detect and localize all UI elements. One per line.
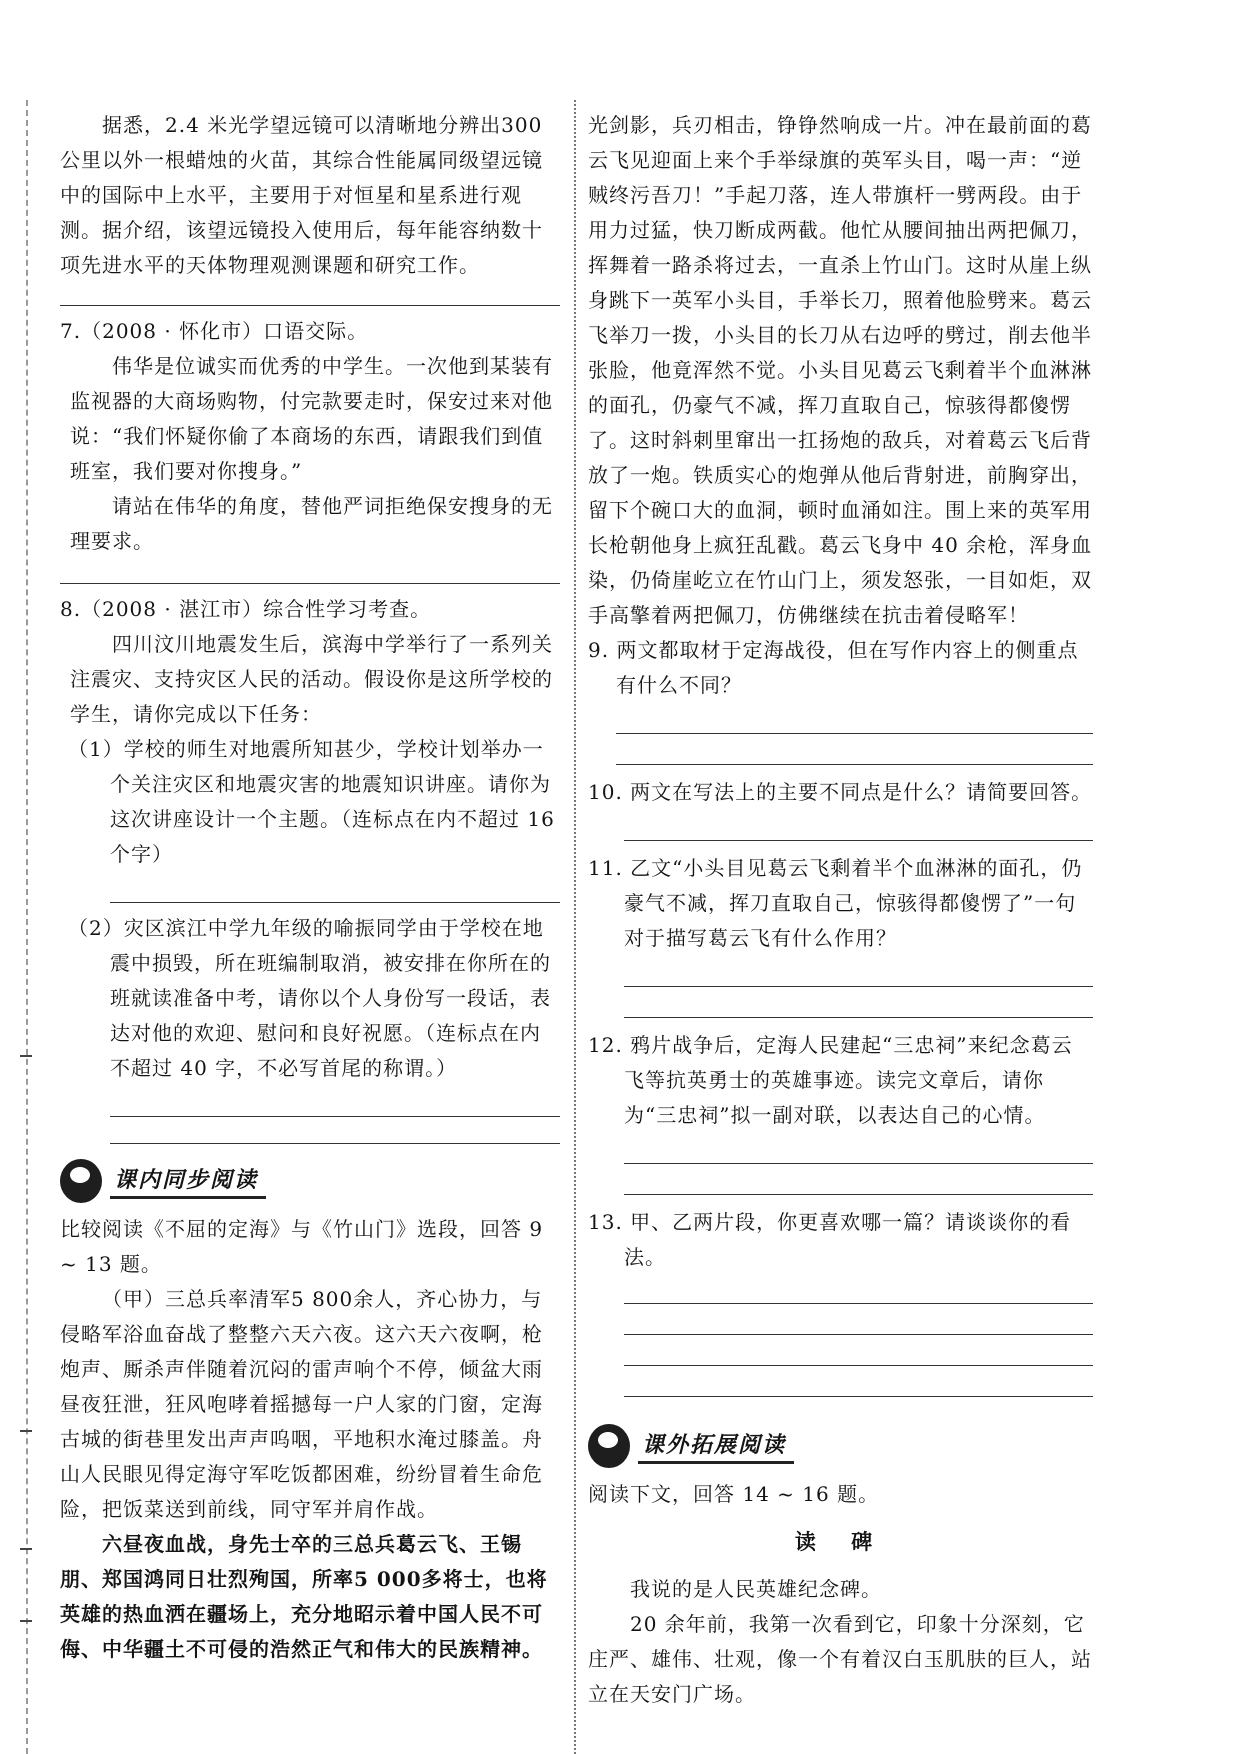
- article-title: 读 碑: [794, 1529, 887, 1554]
- article-paragraph-1: 我说的是人民英雄纪念碑。: [630, 1577, 882, 1601]
- question-text: 两文在写法上的主要不同点是什么？请简要回答。: [630, 780, 1093, 804]
- question-number: 11.: [588, 856, 623, 880]
- question-7: [60, 314, 560, 349]
- question-number: 8.: [60, 597, 82, 621]
- binding-margin-line: [26, 100, 28, 1754]
- question-text: 鸦片战争后，定海人民建起“三忠祠”来纪念葛云飞等抗英勇士的英雄事迹。读完文章后，请你为“三忠祠”拟一副对联，以表达自己的心情。: [624, 1033, 1073, 1127]
- question-number: 9.: [588, 638, 610, 662]
- margin-tick: [20, 1548, 32, 1550]
- column-divider: [574, 100, 576, 1754]
- question-text: 两文都取材于定海战役，但在写作内容上的侧重点有什么不同？: [616, 638, 1079, 697]
- reading-mascot-icon: [588, 1424, 630, 1468]
- right-column: [588, 108, 1093, 1712]
- question-10: [588, 775, 1093, 810]
- question-13: [588, 1205, 1093, 1275]
- section-heading-in-class: [60, 1154, 560, 1208]
- question-number: 10.: [588, 780, 623, 804]
- question-title: （2008 · 湛江市）综合性学习考查。: [81, 597, 432, 621]
- left-column: [60, 108, 560, 1667]
- question-9: [588, 633, 1093, 703]
- section-instruction: 比较阅读《不屈的定海》与《竹山门》选段，回答 9 ~ 13 题。: [60, 1217, 544, 1276]
- answer-line[interactable]: [624, 1396, 1093, 1397]
- question-number: 7.: [60, 319, 82, 343]
- margin-tick: [20, 1055, 32, 1057]
- question-8-intro: 四川汶川地震发生后，滨海中学举行了一系列关注震灾、支持灾区人民的活动。假设你是这所学校的学生，请你完成以下任务：: [70, 632, 553, 726]
- question-7-prompt: 请站在伟华的角度，替他严词拒绝保安搜身的无理要求。: [70, 494, 553, 553]
- question-8: [60, 592, 560, 627]
- question-8-sub-1: （1）学校的师生对地震所知甚少，学校计划举办一个关注灾区和地震灾害的地震知识讲座。请你为这次讲座设计一个主题。（连标点在内不超过 16 个字）: [68, 737, 555, 866]
- question-text: 甲、乙两片段，你更喜欢哪一篇？请谈谈你的看法。: [624, 1210, 1072, 1269]
- section-instruction: 阅读下文，回答 14 ~ 16 题。: [588, 1482, 880, 1506]
- reading-mascot-icon: [60, 1159, 102, 1203]
- section-heading-text: 课内同步阅读: [110, 1163, 266, 1199]
- margin-tick: [20, 1620, 32, 1622]
- question-8-sub-2: （2）灾区滨江中学九年级的喻振同学由于学校在地震中损毁，所在班编制取消，被安排在你所在的班就读准备中考，请你以个人身份写一段话，表达对他的欢迎、慰问和良好祝愿。（连标点在内不超过 40 字，不必写首尾的称谓。）: [68, 916, 551, 1080]
- question-title: （2008 · 怀化市）口语交际。: [81, 319, 369, 343]
- question-12: [588, 1028, 1093, 1133]
- question-text: 乙文“小头目见葛云飞剩着半个血淋淋的面孔，仍豪气不减，挥刀直取自己，惊骇得都傻愣了”一句对于描写葛云飞有什么作用？: [624, 856, 1083, 950]
- telescope-paragraph: 据悉，2.4 米光学望远镜可以清晰地分辨出300 公里以外一根蜡烛的火苗，其综合性能属同级望远镜中的国际中上水平，主要用于对恒星和星系进行观测。据介绍，该望远镜投入使用后，每年能容纳数十项先进水平的天体物理观测课题和研究工作。: [60, 113, 543, 277]
- question-11: [588, 851, 1093, 956]
- question-number: 13.: [588, 1210, 623, 1234]
- question-7-passage: 伟华是位诚实而优秀的中学生。一次他到某装有监视器的大商场购物，付完款要走时，保安过来对他说：“我们怀疑你偷了本商场的东西，请跟我们到值班室，我们要对你搜身。”: [70, 354, 553, 483]
- passage-jia-paragraph-2: 六昼夜血战，身先士卒的三总兵葛云飞、王锡朋、郑国鸿同日壮烈殉国，所率5 000多将士，也将英雄的热血洒在疆场上，充分地昭示着中国人民不可侮、中华疆土不可侵的浩然正气和伟大的民族精神。: [60, 1532, 548, 1661]
- answer-line[interactable]: [110, 1143, 560, 1144]
- section-heading-text: 课外拓展阅读: [638, 1428, 794, 1464]
- passage-jia-paragraph-1: （甲）三总兵率清军5 800余人，齐心协力，与侵略军浴血奋战了整整六天六夜。这六天六夜啊，枪炮声、厮杀声伴随着沉闷的雷声响个不停，倾盆大雨昼夜狂泄，狂风咆哮着摇撼每一户人家的门窗，定海古城的街巷里发出声声呜咽，平地积水淹过膝盖。舟山人民眼见得定海守军吃饭都困难，纷纷冒着生命危险，把饭菜送到前线，同守军并肩作战。: [60, 1287, 543, 1521]
- question-number: 12.: [588, 1033, 623, 1057]
- passage-yi-paragraph: 光剑影，兵刃相击，铮铮然响成一片。冲在最前面的葛云飞见迎面上来个手举绿旗的英军头目，喝一声：“逆贼终污吾刀！”手起刀落，连人带旗杆一劈两段。由于用力过猛，快刀断成两截。他忙从腰间抽出两把佩刀，挥舞着一路杀将过去，一直杀上竹山门。这时从崖上纵身跳下一英军小头目，手举长刀，照着他脸劈来。葛云飞举刀一拨，小头目的长刀从右边呼的劈过，削去他半张脸，他竟浑然不觉。小头目见葛云飞剩着半个血淋淋的面孔，仍豪气不减，挥刀直取自己，惊骇得都傻愣了。这时斜刺里窜出一扛扬炮的敌兵，对着葛云飞后背放了一炮。铁质实心的炮弹从他后背射进，前胸穿出，留下个碗口大的血洞，顿时血涌如注。围上来的英军用长枪朝他身上疯狂乱戳。葛云飞身中 40 余枪，浑身血染，仍倚崖屹立在竹山门上，须发怒张，一目如炬，双手高擎着两把佩刀，仿佛继续在抗击着侵略军！: [588, 113, 1093, 627]
- section-heading-extended: [588, 1419, 1093, 1473]
- article-paragraph-2: 20 余年前，我第一次看到它，印象十分深刻，它庄严、雄伟、壮观，像一个有着汉白玉肌肤的巨人，站立在天安门广场。: [588, 1612, 1092, 1706]
- margin-tick: [20, 1430, 32, 1432]
